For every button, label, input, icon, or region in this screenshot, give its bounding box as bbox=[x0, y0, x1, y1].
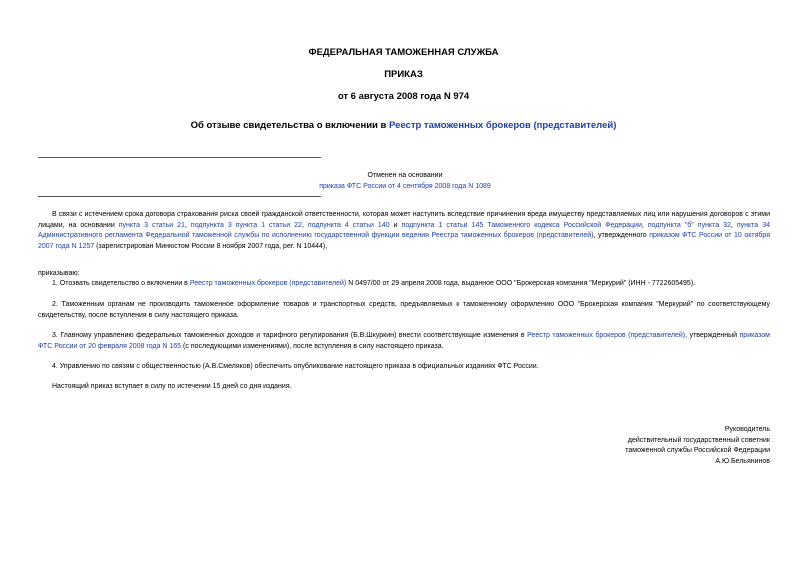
item-3 bbox=[38, 331, 770, 352]
divider-top bbox=[38, 157, 321, 158]
subject-prefix: Об отзыве свидетельства о включении в bbox=[190, 120, 390, 131]
item-2: 2. Таможенным органам не производить таможенное оформление товаров и транспортных средств, предъявляемых к таможенному оформлению ООО "Брокерская компания "Меркурий" по соответствующему свидетельству, после вступления в силу настоящего приказа. bbox=[38, 301, 770, 319]
agency-title: ФЕДЕРАЛЬНАЯ ТАМОЖЕННАЯ СЛУЖБА bbox=[308, 47, 499, 58]
law-link[interactable]: подпункта 4 статьи 140 bbox=[307, 221, 390, 229]
item-text: (с последующими изменениями), после вступления в силу настоящего приказа. bbox=[181, 342, 444, 350]
item-1 bbox=[38, 279, 770, 290]
cancel-order-link[interactable]: приказа ФТС России от 4 сентября 2008 года N 1089 bbox=[319, 183, 491, 190]
law-link[interactable]: пункта 3 статьи 21 bbox=[118, 221, 185, 229]
law-link[interactable]: подпункта 1 статьи 145 Таможенного кодекса Российской Федерации bbox=[401, 221, 642, 229]
law-link[interactable]: подпункта 3 пункта 1 статьи 22 bbox=[190, 221, 302, 229]
sep: , bbox=[184, 221, 191, 229]
doc-subject bbox=[0, 120, 807, 132]
item-4: 4. Управлению по связям с общественностью (А.В.Смеляков) обеспечить опубликование настоящего приказа в официальных изданиях ФТС России. bbox=[52, 363, 539, 370]
item-text: 3. Главному управлению федеральных таможенных доходов и тарифного регулирования (Б.В.Шкуркин) внести соответствующие изменения в bbox=[52, 332, 528, 339]
order-word: приказываю: bbox=[38, 270, 80, 277]
sep: , bbox=[641, 221, 648, 229]
effective-clause: Настоящий приказ вступает в силу по истечении 15 дней со дня издания. bbox=[52, 383, 292, 390]
order-link[interactable]: приказом ФТС России от 20 февраля 2008 года N 165 bbox=[38, 332, 770, 350]
sep: , bbox=[730, 221, 737, 229]
preamble-paragraph bbox=[38, 210, 770, 252]
preamble-text: (зарегистрирован Минюстом России 8 ноября 2007 года, рег. N 10444), bbox=[94, 242, 328, 250]
cancel-note-text: Отменен на основании bbox=[367, 172, 443, 179]
law-link[interactable]: подпункта "б" пункта 32 bbox=[647, 221, 731, 229]
order-link[interactable]: приказом ФТС России от 10 октября 2007 года N 1257 bbox=[38, 232, 770, 250]
sep: и bbox=[389, 221, 402, 229]
signature-block bbox=[530, 425, 770, 467]
registry-link[interactable]: Реестр таможенных брокеров (представителей) bbox=[389, 120, 617, 131]
sep: , утвержденного bbox=[593, 232, 650, 239]
divider-bottom bbox=[38, 196, 321, 197]
registry-link[interactable]: Реестр таможенных брокеров (представителей) bbox=[189, 280, 347, 287]
item-text: , утвержденный bbox=[685, 332, 740, 339]
law-link[interactable]: пункта 34 Административного регламента Федеральной таможенной службы по исполнению государственной функции ведения Реестра таможенных брокеров (представителей) bbox=[38, 221, 770, 239]
signature-line-1: Руководитель bbox=[724, 426, 770, 433]
doc-type: ПРИКАЗ bbox=[384, 69, 423, 80]
signature-line-2: действительный государственный советник bbox=[627, 436, 770, 444]
sep: , bbox=[301, 221, 308, 229]
signature-name: А.Ю.Бельянинов bbox=[715, 457, 770, 465]
registry-link[interactable]: Реестр таможенных брокеров (представителей) bbox=[527, 332, 686, 339]
doc-date: от 6 августа 2008 года N 974 bbox=[337, 91, 470, 102]
item-text: N 0497/00 от 29 апреля 2008 года, выданное ООО "Брокерская компания "Меркурий" (ИНН - 7722605495). bbox=[346, 280, 696, 287]
item-text: 1. Отозвать свидетельство о включении в bbox=[52, 280, 190, 287]
cancel-note bbox=[300, 170, 510, 192]
signature-line-3: таможенной службы Российской Федерации bbox=[625, 447, 770, 454]
preamble-text: В связи с истечением срока договора страхования риска своей гражданской ответственности, которая может наступить вследствие причинения вреда имуществу представляемых лиц или нарушения договоров с этими лицами, на основании bbox=[38, 211, 770, 229]
